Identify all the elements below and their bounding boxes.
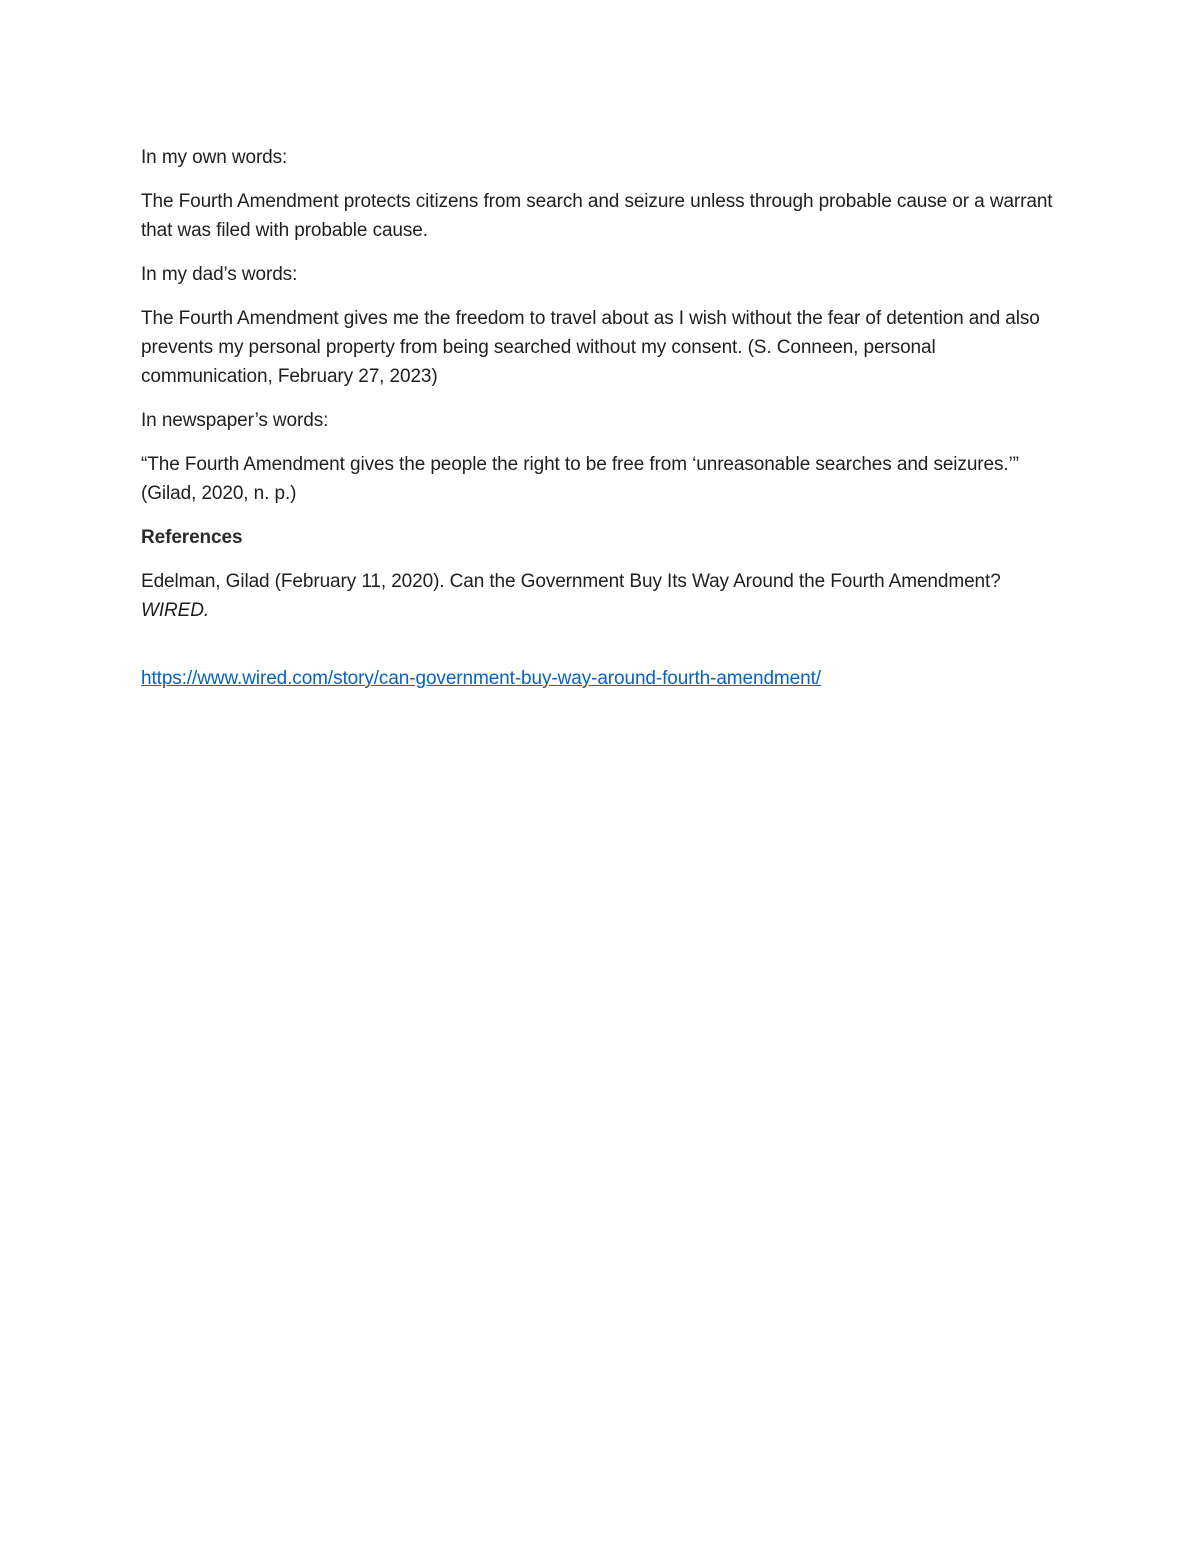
newspaper-words-label: In newspaper’s words:: [141, 410, 329, 431]
dad-words-label: In my dad’s words:: [141, 264, 298, 285]
reference-entry: [141, 567, 1071, 625]
document-body: [141, 143, 1071, 708]
reference-url-link[interactable]: https://www.wired.com/story/can-government-buy-way-around-fourth-amendment/: [141, 668, 821, 689]
dad-words-text: The Fourth Amendment gives me the freedom to travel about as I wish without the fear of detention and also prevents my personal property from being searched without my consent. (S. Conneen, personal communication, February 27, 2023): [141, 308, 1040, 387]
references-heading: References: [141, 527, 243, 548]
reference-entry-source: WIRED.: [141, 600, 210, 621]
spacer: [141, 640, 1071, 664]
reference-entry-text: Edelman, Gilad (February 11, 2020). Can the Government Buy Its Way Around the Fourth Amendment?: [141, 571, 1001, 592]
newspaper-words-text: “The Fourth Amendment gives the people the right to be free from ‘unreasonable searches and seizures.’” (Gilad, 2020, n. p.): [141, 454, 1019, 504]
reference-url-line: [141, 664, 1071, 693]
own-words-text: The Fourth Amendment protects citizens from search and seizure unless through probable cause or a warrant that was filed with probable cause.: [141, 191, 1053, 241]
own-words-label: In my own words:: [141, 147, 288, 168]
